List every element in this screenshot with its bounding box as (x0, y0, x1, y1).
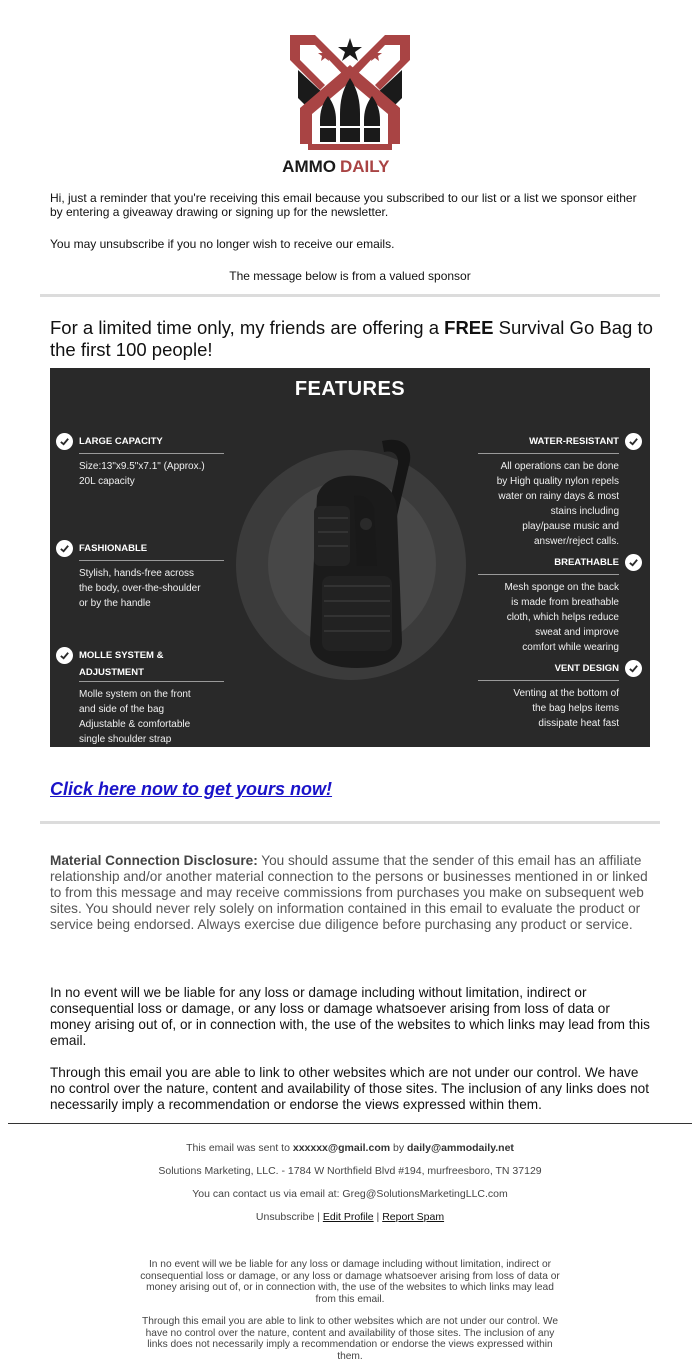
intro-unsubscribe-text: You may unsubscribe if you no longer wish to receive our emails. (50, 237, 395, 251)
check-icon (56, 540, 73, 557)
disclosure-label: Material Connection Disclosure: (50, 853, 258, 868)
footer-divider (8, 1123, 692, 1124)
feature-vent-design (478, 660, 642, 731)
check-icon (625, 433, 642, 450)
feature-body-line: Adjustable & comfortable (79, 719, 191, 730)
feature-body-line: the bag helps items (532, 703, 619, 714)
feature-title: FASHIONABLE (79, 543, 148, 554)
headline-post: Survival Go Bag to the first 100 people! (50, 317, 653, 360)
divider (40, 821, 660, 824)
check-icon (625, 660, 642, 677)
intro-reminder-text: Hi, just a reminder that you're receiving this email because you subscribed to our list or a list we sponsor either by entering a giveaway drawing or signing up for the newsletter. (50, 191, 637, 219)
feature-body-line: cloth, which helps reduce (506, 612, 619, 623)
feature-water-resistant (478, 433, 642, 549)
feature-body-line: Size:13"x9.5"x7.1" (Approx.) (79, 461, 205, 472)
feature-body-line: answer/reject calls. (533, 536, 619, 547)
divider (40, 294, 660, 297)
disclosure-text: You should assume that the sender of this email has an affiliate relationship and/or another material connection to the persons or businesses mentioned in or linked to from this message and may receive commissions from purchases you make on subsequent web sites. You should never rely solely on information contained in this email to evaluate the product or service being endorsed. Always exercise due diligence before purchasing any product or service. (50, 853, 648, 932)
feature-title: ADJUSTMENT (79, 667, 144, 678)
ammo-daily-logo-icon (280, 30, 420, 180)
feature-title: VENT DESIGN (554, 663, 619, 674)
feature-body-line: single shoulder strap (79, 734, 172, 745)
separator: | (314, 1211, 323, 1223)
logo-text-ammo: AMMO (282, 157, 336, 176)
check-icon (56, 647, 73, 664)
sponsor-note: The message below is from a valued sponsor (229, 269, 471, 283)
feature-body-line: sweat and improve (535, 627, 619, 638)
feature-fashionable (56, 540, 224, 611)
feature-breathable (478, 554, 642, 655)
unsubscribe-link[interactable]: Unsubscribe (255, 1211, 315, 1223)
feature-body-line: the body, over-the-shoulder (79, 583, 201, 594)
feature-title: MOLLE SYSTEM & (79, 650, 164, 661)
feature-body-line: Mesh sponge on the back (504, 582, 619, 593)
feature-title: LARGE CAPACITY (79, 436, 163, 447)
liability-paragraph: In no event will we be liable for any loss or damage including without limitation, indirect or consequential loss or damage, or any loss or damage whatsoever arising from loss of data or money arising out of, or in connection with, the use of the websites to which links may lead from this email. (50, 985, 650, 1048)
get-yours-link[interactable]: Click here now to get yours now! (50, 779, 333, 799)
separator: | (373, 1211, 383, 1223)
feature-large-capacity (56, 433, 224, 489)
offer-headline (50, 317, 660, 361)
report-spam-link[interactable]: Report Spam (382, 1211, 445, 1223)
feature-body-line: Venting at the bottom of (513, 688, 619, 699)
feature-body-line: by High quality nylon repels (496, 476, 619, 487)
sent-mid: by (390, 1142, 408, 1154)
feature-body-line: water on rainy days & most (498, 491, 619, 502)
feature-molle-system (56, 647, 224, 747)
feature-body-line: play/pause music and (522, 521, 619, 532)
company-address: Solutions Marketing, LLC. - 1784 W Northfield Blvd #194, murfreesboro, TN 37129 (158, 1165, 542, 1177)
feature-body-line: and side of the bag (79, 704, 165, 715)
headline-pre: For a limited time only, my friends are offering a (50, 317, 445, 338)
feature-title: WATER-RESISTANT (529, 436, 619, 447)
check-icon (625, 554, 642, 571)
sender-email: daily@ammodaily.net (407, 1142, 514, 1154)
features-banner-image[interactable] (50, 368, 650, 747)
edit-profile-link[interactable]: Edit Profile (322, 1211, 374, 1223)
features-title: FEATURES (294, 378, 406, 400)
material-connection-disclosure (50, 853, 650, 933)
recipient-email: xxxxxx@gmail.com (292, 1142, 391, 1154)
backpack-icon (262, 436, 442, 676)
sent-pre: This email was sent to (186, 1142, 293, 1154)
footer-links-text: Through this email you are able to link to other websites which are not under our control. We have no control over the nature, content and availability of those sites. The inclusion of any links does not necessarily imply a recommendation or endorse the views expressed within them. (141, 1316, 559, 1362)
feature-body-line: Molle system on the front (79, 689, 191, 700)
logo-text-daily: DAILY (340, 157, 390, 176)
headline-free: FREE (444, 317, 494, 338)
check-icon (56, 433, 73, 450)
feature-body-line: comfort while wearing (522, 642, 619, 653)
feature-title: BREATHABLE (554, 557, 619, 568)
feature-body-line: 20L capacity (79, 476, 135, 487)
contact-line: You can contact us via email at: Greg@SolutionsMarketingLLC.com (192, 1188, 508, 1200)
footer-links (0, 1211, 700, 1223)
feature-body-line: Stylish, hands-free across (79, 568, 195, 579)
external-links-paragraph: Through this email you are able to link to other websites which are not under our control. We have no control over the nature, content and availability of those sites. The inclusion of any links does not necessarily imply a recommendation or endorse the views expressed within them. (50, 1065, 649, 1112)
sent-to-line (0, 1142, 700, 1154)
feature-body-line: is made from breathable (511, 597, 619, 608)
feature-body-line: dissipate heat fast (538, 718, 619, 729)
feature-body-line: or by the handle (79, 598, 151, 609)
brand-logo (0, 30, 700, 180)
feature-body-line: stains including (550, 506, 619, 517)
feature-body-line: All operations can be done (500, 461, 619, 472)
footer-liability-text: In no event will we be liable for any loss or damage including without limitation, indirect or consequential loss or damage, or any loss or damage whatsoever arising from loss of data or money arising out of, or in connection with, the use of the websites to which links may lead from this email. (140, 1259, 560, 1305)
